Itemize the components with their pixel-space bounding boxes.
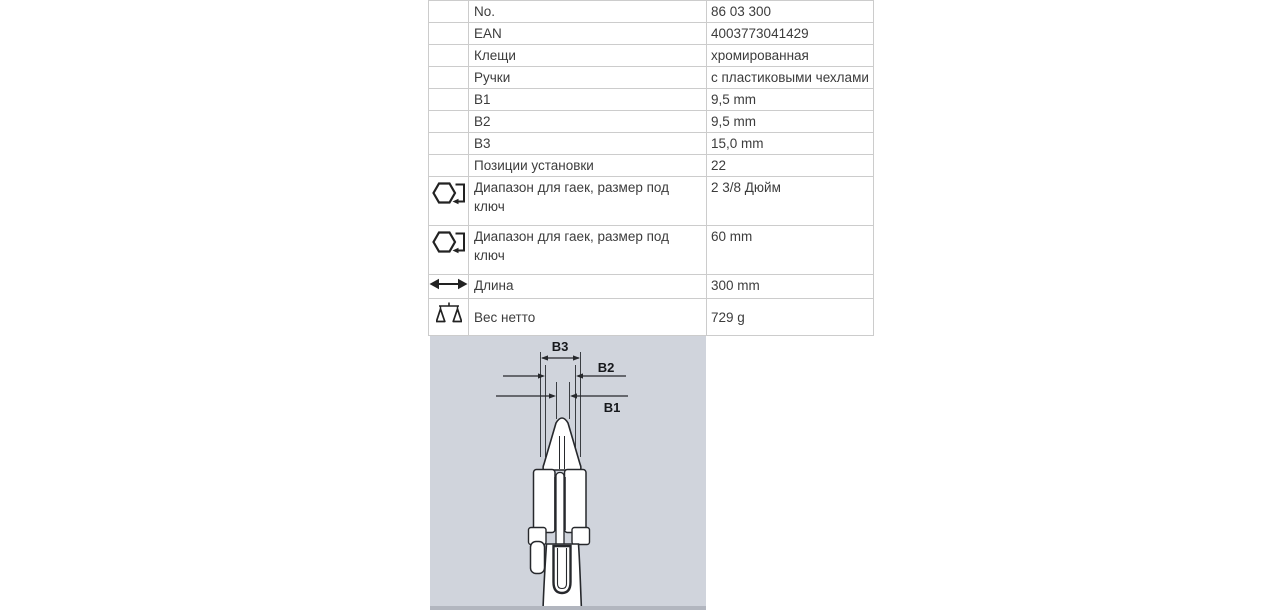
arrowhead (570, 393, 577, 398)
table-row (429, 1, 874, 23)
hex-nut-wrench-icon-cell (429, 177, 469, 226)
icon-cell-empty (429, 111, 469, 133)
row-value: 15,0 mm (707, 133, 874, 155)
handle-slot (554, 546, 571, 593)
table-row (429, 89, 874, 111)
icon-cell-empty (429, 133, 469, 155)
row-value: 2 3/8 Дюйм (707, 177, 874, 226)
balance-scale-icon-cell (429, 299, 469, 336)
row-value: 4003773041429 (707, 23, 874, 45)
hex-nut-wrench-icon-cell (429, 226, 469, 275)
arrowhead (541, 355, 548, 360)
table-row (429, 45, 874, 67)
table-row (429, 299, 874, 336)
head-left-plate (534, 470, 556, 533)
row-label: EAN (469, 23, 707, 45)
center-rod (556, 473, 564, 548)
hex-nut-wrench-icon (431, 229, 467, 255)
row-label: Длина (469, 275, 707, 299)
row-value: 22 (707, 155, 874, 177)
dimension-b2 (503, 360, 626, 379)
icon-cell-empty (429, 23, 469, 45)
table-row (429, 133, 874, 155)
arrowhead (538, 373, 545, 378)
row-label: Ручки (469, 67, 707, 89)
table-row (429, 177, 874, 226)
b2-dimension-label: B2 (597, 360, 615, 375)
arrowhead (573, 355, 580, 360)
spec-table-body (429, 1, 874, 336)
pliers-dimension-diagram (430, 336, 706, 610)
icon-cell-empty (429, 67, 469, 89)
row-value: 86 03 300 (707, 1, 874, 23)
table-row (429, 67, 874, 89)
hex-nut-wrench-icon (431, 180, 467, 206)
row-label: B2 (469, 111, 707, 133)
adjustment-button (531, 542, 545, 574)
row-label: Диапазон для гаек, размер под ключ (469, 177, 707, 226)
pliers-side-view-drawing (430, 336, 706, 610)
table-row (429, 275, 874, 299)
row-value: 60 mm (707, 226, 874, 275)
right-shoulder (572, 528, 590, 545)
row-label: Диапазон для гаек, размер под ключ (469, 226, 707, 275)
row-label: Вес нетто (469, 299, 707, 336)
icon-cell-empty (429, 155, 469, 177)
icon-cell-empty (429, 1, 469, 23)
balance-scale-icon (436, 301, 462, 328)
row-label: No. (469, 1, 707, 23)
dimension-b1 (496, 393, 628, 415)
row-value: 9,5 mm (707, 89, 874, 111)
row-label: Позиции установки (469, 155, 707, 177)
diagram-bottom-edge (430, 606, 706, 610)
b3-dimension-label: B3 (551, 339, 569, 354)
row-value: с пластиковыми чехлами (707, 67, 874, 89)
length-arrow-icon-cell (429, 275, 469, 299)
row-value: хромированная (707, 45, 874, 67)
table-row (429, 111, 874, 133)
table-row (429, 226, 874, 275)
row-value: 300 mm (707, 275, 874, 299)
row-label: Клещи (469, 45, 707, 67)
dimension-b3 (541, 339, 580, 361)
spec-table (428, 0, 874, 336)
icon-cell-empty (429, 45, 469, 67)
head-right-plate (565, 470, 587, 533)
row-label: B1 (469, 89, 707, 111)
length-arrow-icon (429, 277, 468, 291)
row-value: 729 g (707, 299, 874, 336)
row-label: B3 (469, 133, 707, 155)
b1-dimension-label: B1 (603, 400, 621, 415)
icon-cell-empty (429, 89, 469, 111)
arrowhead (549, 393, 556, 398)
table-row (429, 155, 874, 177)
table-row (429, 23, 874, 45)
row-value: 9,5 mm (707, 111, 874, 133)
arrowhead (576, 373, 583, 378)
